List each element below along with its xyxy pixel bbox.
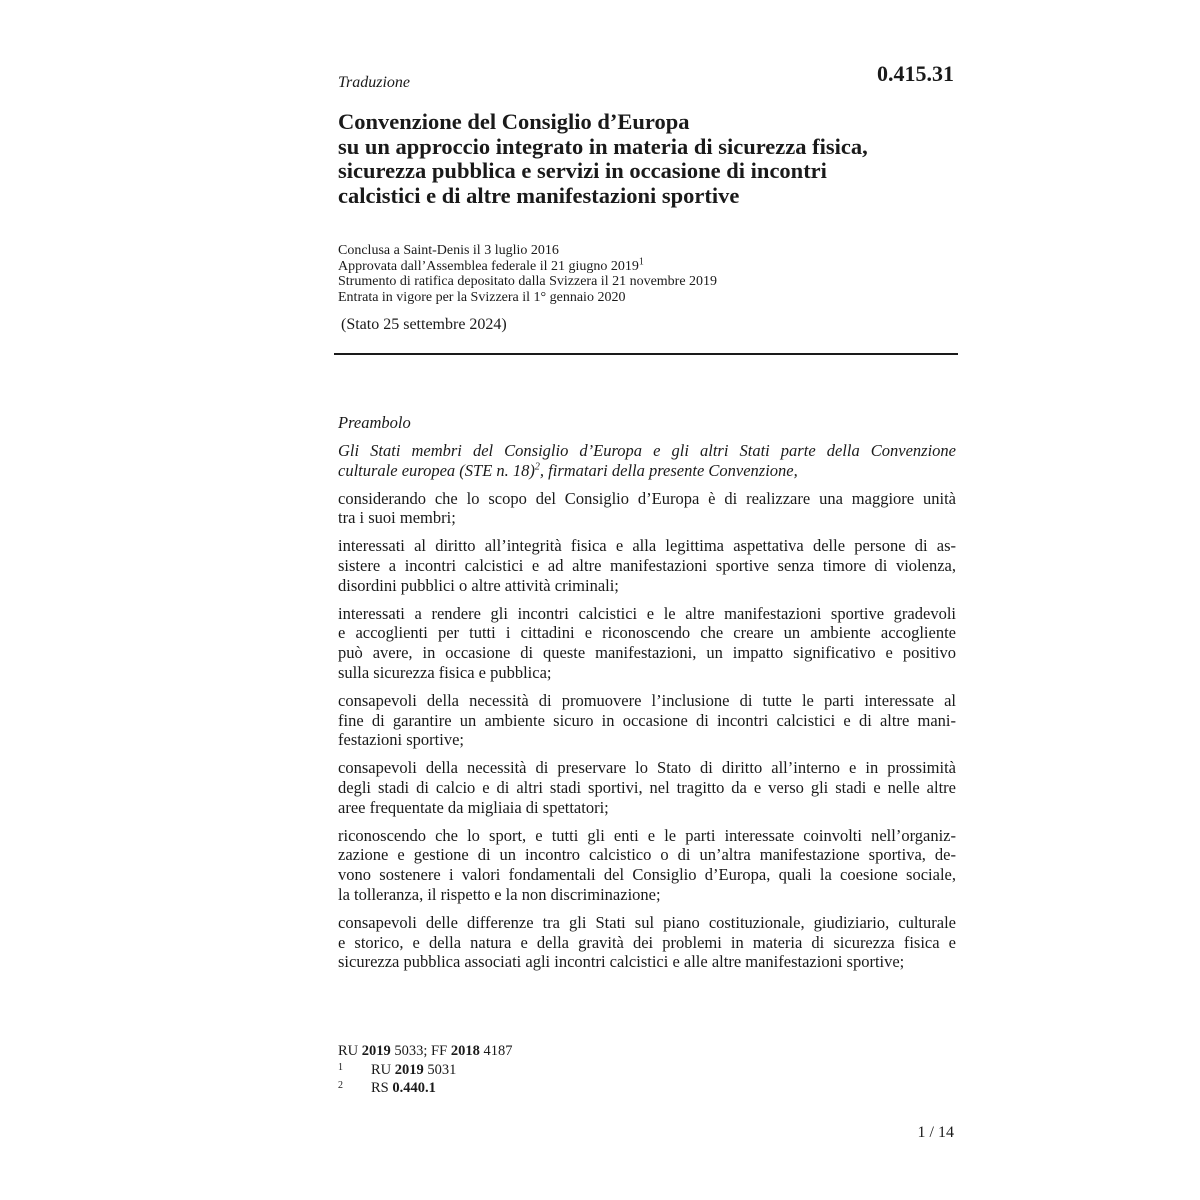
document-metadata [338,243,717,305]
paragraph-line: consapevoli della necessità di promuovere l’inclusione di tutte le parti interessate al [338,690,956,710]
footnote-number: 2 [338,1080,343,1091]
sr-number: 0.415.31 [877,61,954,86]
preamble-paragraph [338,691,956,750]
footnote-prefix: RS [371,1080,393,1096]
paragraph-line: disordini pubblici o altre attività criminali; [338,575,619,595]
approved-date [338,255,717,275]
concluded-date: Conclusa a Saint-Denis il 3 luglio 2016 [338,243,559,258]
footnote-bold: 0.440.1 [392,1080,436,1096]
footnotes [338,1043,512,1097]
in-force-date: Entrata in vigore per la Svizzera il 1° gennaio 2020 [338,289,626,305]
paragraph-line: sicurezza pubblica associati agli incontri calcistici e alle altre manifestazioni sportive; [338,952,905,972]
preamble-paragraphs [338,489,956,973]
footnote-suffix: 5031 [423,1061,457,1078]
paragraph-line: sistere a incontri calcistici e ad altre manifestazioni sportive senza timore di violenza, [338,555,956,575]
paragraph-line [338,461,956,481]
footnote-ref-1[interactable]: 1 [638,255,644,267]
paragraph-line: Gli Stati membri del Consiglio d’Europa e gli altri Stati parte della Convenzione [338,441,956,460]
divider [334,353,958,355]
title-line: sicurezza pubblica e servizi in occasione di incontri [338,158,827,183]
paragraph-line: degli stadi di calcio e di altri stadi sportivi, nel tragitto da e verso gli stadi e nelle altre [338,777,956,797]
paragraph-line: e accoglienti per tutti i cittadini e riconoscendo che creare un ambiente accogliente [338,623,956,643]
ru-year: 2019 [361,1043,391,1059]
ratification-date: Strumento di ratifica depositato dalla Svizzera il 21 novembre 2019 [338,274,718,289]
preamble-paragraph [338,758,956,817]
preamble-intro [338,441,956,481]
footnote-number: 1 [338,1061,343,1073]
paragraph-line: festazioni sportive; [338,730,465,750]
paragraph-line: interessati al diritto all’integrità fisica e alla legittima aspettativa delle persone di as- [338,536,956,556]
ff-year: 2018 [450,1043,480,1059]
paragraph-line: e storico, e della natura e della gravità dei problemi in materia di sicurezza fisica e [338,932,956,952]
paragraph-line: fine di garantire un ambiente sicuro in occasione di incontri calcistici e di altre mani- [338,710,956,730]
footnote-bold: 2019 [394,1061,424,1078]
paragraph-line: aree frequentate da migliaia di spettatori; [338,797,609,817]
preamble-paragraph [338,536,956,595]
paragraph-line: può avere, in occasione di queste manifestazioni, un impatto significativo e positivo [338,643,956,663]
title-line: calcistici e di altre manifestazioni sportive [338,182,740,208]
paragraph-line: consapevoli della necessità di preservare lo Stato di diritto all’interno e in prossimità [338,758,956,778]
paragraph-line: tra i suoi membri; [338,508,456,528]
paragraph-line: considerando che lo scopo del Consiglio d’Europa è di realizzare una maggiore unità [338,488,956,508]
intro-text: , firmatari della presente Convenzione, [539,460,798,480]
paragraph-line: vono sostenere i valori fondamentali del Consiglio d’Europa, quali la coesione sociale, [338,865,956,885]
footnote-2 [338,1078,512,1097]
document-title [338,110,958,208]
preamble-paragraph [338,826,956,905]
paragraph-line: sulla sicurezza fisica e pubblica; [338,662,552,682]
footnote-ref-2[interactable]: 2 [534,461,540,473]
preamble-body [338,441,956,980]
footnote-prefix: RU [371,1061,395,1078]
preamble-paragraph [338,604,956,683]
preamble-heading: Preambolo [338,413,411,432]
paragraph-line: riconoscendo che lo sport, e tutti gli enti e le parti interessate coinvolti nell’organiz- [338,825,956,845]
intro-text: culturale europea (STE n. 18) [338,460,535,480]
status-date: (Stato 25 settembre 2024) [341,316,507,333]
preamble-paragraph [338,913,956,972]
paragraph-line: interessati a rendere gli incontri calcistici e le altre manifestazioni sportive gradevoli [338,603,956,623]
approved-text: Approvata dall’Assemblea federale il 21 giugno 2019 [338,258,639,274]
ru-page: 5033; FF [390,1043,451,1059]
preamble-paragraph [338,489,956,529]
ru-prefix: RU [338,1043,362,1059]
source-reference [338,1043,512,1060]
paragraph-line: zazione e gestione di un incontro calcistico o di un’altra manifestazione sportiva, de- [338,845,956,865]
footnote-1 [338,1060,512,1079]
title-line: Convenzione del Consiglio d’Europa [338,109,690,134]
translation-label: Traduzione [338,74,411,91]
ff-page: 4187 [479,1043,513,1059]
page-indicator: 1 / 14 [917,1124,954,1141]
paragraph-line: la tolleranza, il rispetto e la non discriminazione; [338,884,661,904]
title-line: su un approccio integrato in materia di sicurezza fisica, [338,133,868,159]
paragraph-line: consapevoli delle differenze tra gli Stati sul piano costituzionale, giudiziario, culturale [338,912,956,932]
